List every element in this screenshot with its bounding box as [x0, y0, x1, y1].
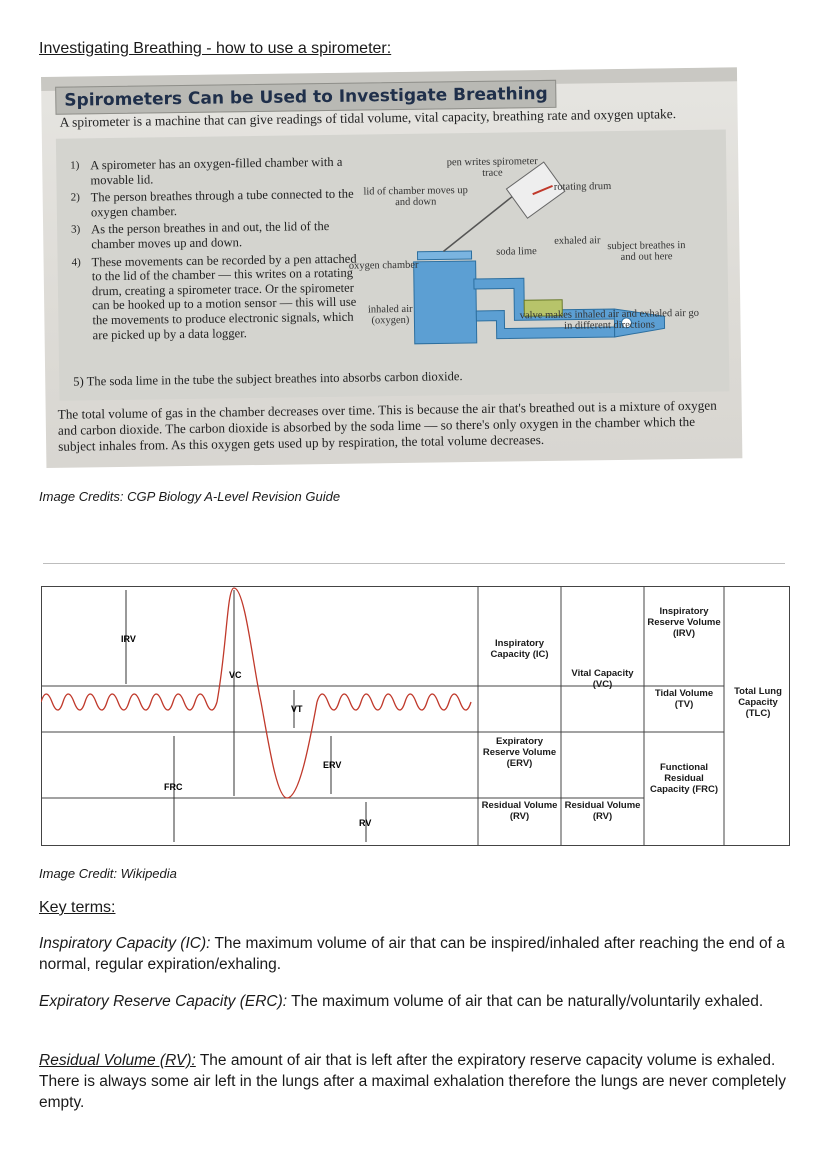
cell-tv: Tidal Volume (TV) — [654, 688, 714, 710]
photo-heading: Spirometers Can be Used to Investigate Breathing — [55, 80, 557, 115]
image-credit-wikipedia: Image Credit: Wikipedia — [39, 866, 177, 881]
term-rv-definition: The amount of air that is left after the expiratory reserve capacity volume is exhaled. There is always some air left in the lungs after a maximal exhalation therefore the lungs are never completely empty. — [39, 1052, 786, 1111]
label-subject-breathes: subject breathes in and out here — [607, 240, 686, 263]
term-erc-name: Expiratory Reserve Capacity (ERC): — [39, 993, 288, 1010]
label-oxygen-chamber: oxygen chamber — [348, 259, 419, 272]
chamber-lid-shape — [417, 251, 471, 260]
cell-tlc: Total Lung Capacity (TLC) — [734, 686, 782, 719]
label-erv: ERV — [323, 760, 342, 770]
term-rv — [39, 1050, 789, 1113]
label-exhaled-air: exhaled air — [554, 235, 601, 247]
section-divider — [43, 563, 785, 564]
cell-irv: Inspiratory Reserve Volume (IRV) — [647, 606, 721, 639]
cell-frc: Functional Residual Capacity (FRC) — [649, 762, 719, 795]
label-irv: IRV — [121, 634, 136, 644]
oxygen-chamber-shape — [414, 261, 477, 344]
label-frc: FRC — [164, 782, 183, 792]
image-credit-cgp: Image Credits: CGP Biology A-Level Revision Guide — [39, 489, 341, 504]
term-erc-definition: The maximum volume of air that can be naturally/voluntarily exhaled. — [287, 993, 764, 1010]
label-vt: VT — [291, 704, 303, 714]
cell-rv-2: Residual Volume (RV) — [564, 800, 641, 822]
photo-intro: A spirometer is a machine that can give readings of tidal volume, vital capacity, breathing rate and oxygen uptake. — [59, 106, 677, 130]
photo-paragraph: The total volume of gas in the chamber decreases over time. This is because the air that's breathed out is a mixture of oxygen and carbon dioxide. The carbon dioxide is absorbed by the soda lime — so there's only oxygen in the chamber which the subject inhales from. As this oxygen gets used up by respiration, the total volume decreases. — [57, 397, 717, 454]
label-pen-writes: pen writes spirometer trace — [446, 156, 538, 179]
label-vc: VC — [229, 670, 242, 680]
spirometer-steps — [70, 155, 363, 346]
step-item: 3) As the person breathes in and out, the lid of the chamber moves up and down. — [71, 219, 330, 252]
cell-rv-1: Residual Volume (RV) — [481, 800, 558, 822]
label-rv: RV — [359, 818, 372, 828]
cell-vc: Vital Capacity (VC) — [571, 668, 634, 690]
step-item: 4) These movements can be recorded by a pen attached to the lid of the chamber — this writes on a rotating drum, creating a spirometer trace. Or the spirometer can be hooked up to a motion sensor — this will use the movements to produce electronic signals, which are picked up by a data logger. — [71, 251, 357, 342]
term-ic-name: Inspiratory Capacity (IC): — [39, 935, 211, 952]
label-soda-lime: soda lime — [496, 246, 537, 258]
label-inhaled-air: inhaled air (oxygen) — [367, 303, 413, 327]
term-rv-name: Residual Volume (RV): — [39, 1052, 196, 1069]
step-item: 2) The person breathes through a tube connected to the oxygen chamber. — [70, 186, 354, 220]
term-erc — [39, 991, 789, 1012]
page-title: Investigating Breathing - how to use a spirometer: — [39, 40, 392, 57]
label-rotating-drum: rotating drum — [553, 181, 612, 193]
label-valve: valve makes inhaled air and exhaled air go in different directions — [519, 307, 700, 332]
key-terms-title: Key terms: — [39, 899, 116, 916]
step-item: 1) A spirometer has an oxygen-filled chamber with a movable lid. — [70, 154, 343, 187]
term-ic — [39, 933, 789, 975]
spirometer-textbook-photo — [41, 67, 742, 468]
label-lid-moves: lid of chamber moves up and down — [363, 185, 468, 209]
lung-volumes-diagram — [41, 586, 791, 848]
cell-ic: Inspiratory Capacity (IC) — [490, 638, 549, 660]
cell-erv: Expiratory Reserve Volume (ERV) — [482, 736, 557, 769]
step-item-5: 5) The soda lime in the tube the subject breathes into absorbs carbon dioxide. — [73, 369, 463, 389]
term-ic-definition: The maximum volume of air that can be inspired/inhaled after reaching the end of a normal, regular expiration/exhaling. — [39, 935, 785, 973]
